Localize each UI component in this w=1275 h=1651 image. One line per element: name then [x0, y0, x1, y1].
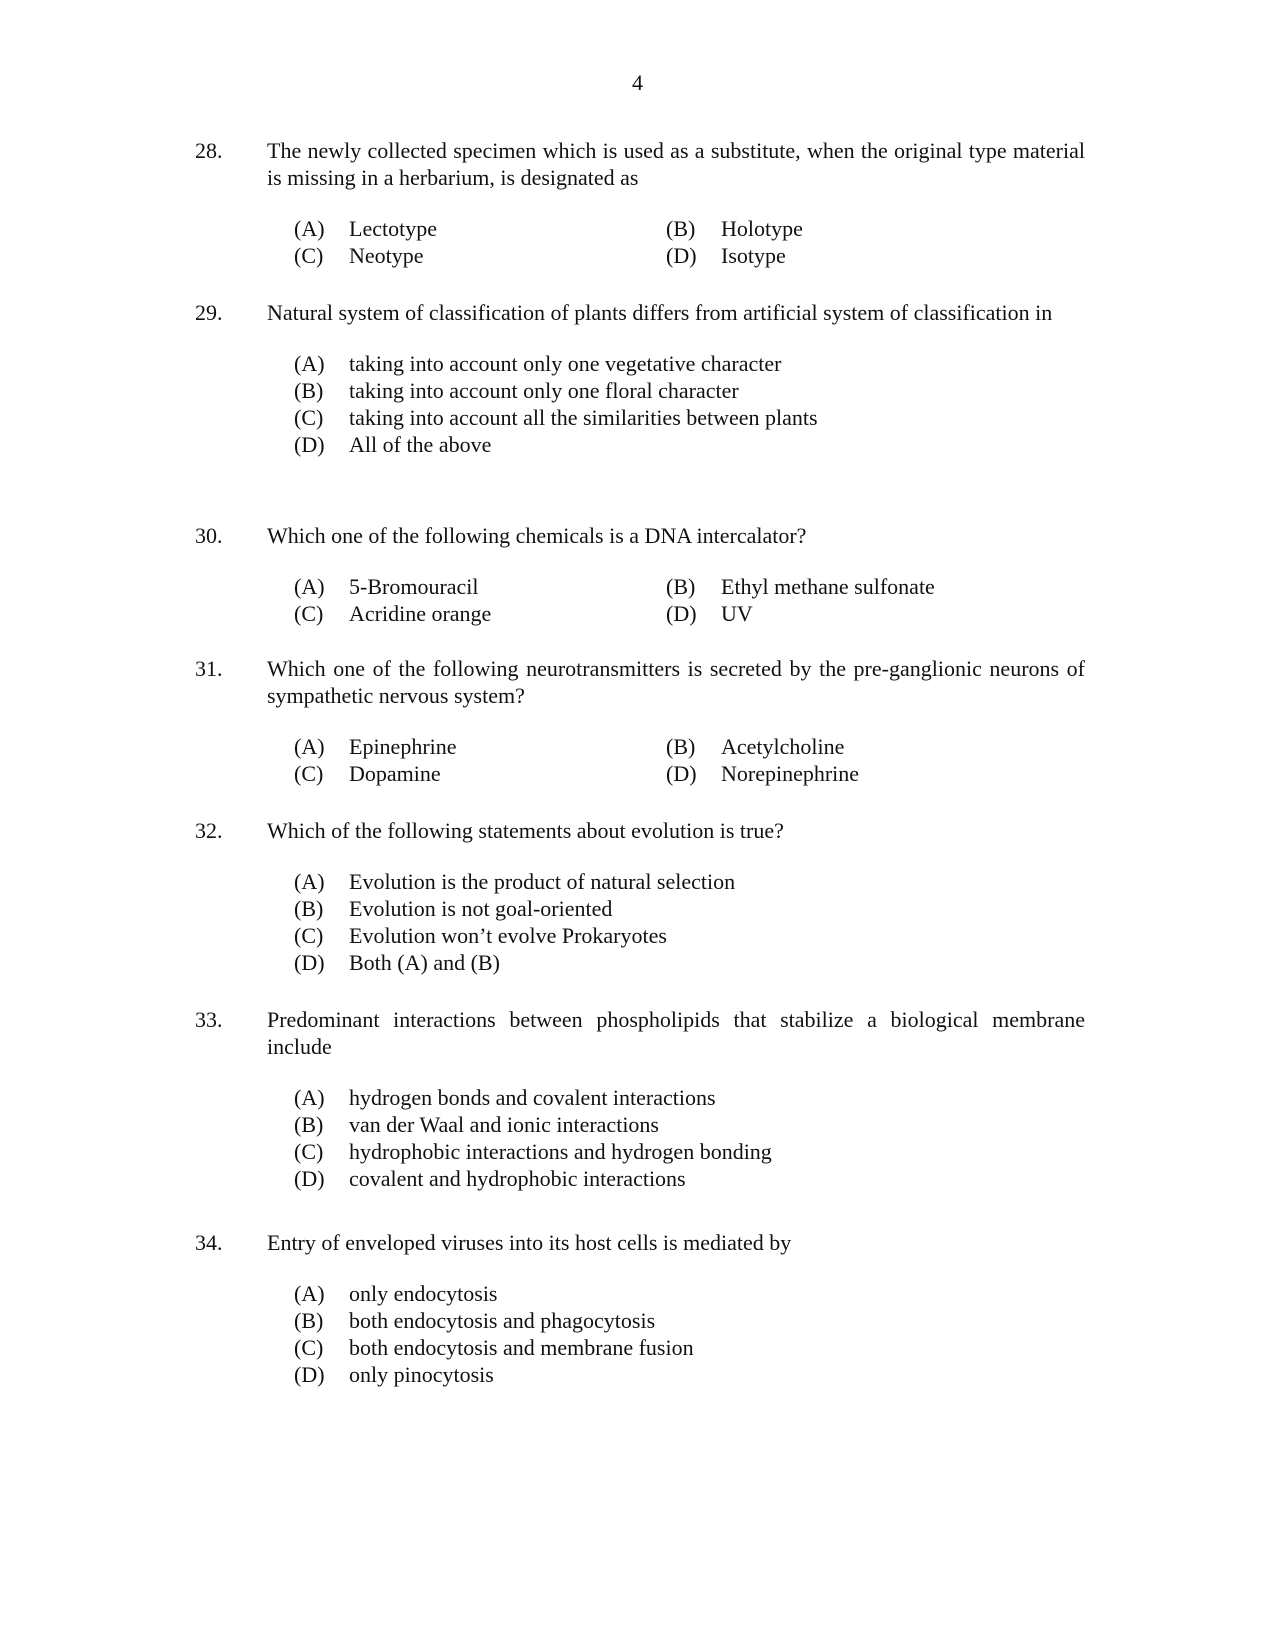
option-text: Lectotype [349, 216, 437, 241]
option-text: covalent and hydrophobic interactions [349, 1166, 686, 1191]
option-letter: (A) [294, 734, 325, 759]
option-d [294, 1361, 1085, 1388]
question-text: Which one of the following neurotransmitters is secreted by the pre-ganglionic neurons of sympathetic nervous system? [267, 656, 1085, 708]
question-number: 33. [195, 1007, 223, 1032]
question-number: 28. [195, 138, 223, 163]
option-text: van der Waal and ionic interactions [349, 1112, 659, 1137]
option-letter: (A) [294, 1085, 325, 1110]
option-text: hydrogen bonds and covalent interactions [349, 1085, 716, 1110]
option-b [666, 573, 935, 600]
option-d [666, 242, 786, 269]
option-text: Holotype [721, 216, 803, 241]
option-d [294, 949, 1085, 976]
option-text: 5-Bromouracil [349, 574, 479, 599]
option-d [666, 600, 753, 627]
question-32 [195, 817, 1085, 976]
option-text: Norepinephrine [721, 761, 860, 786]
option-letter: (C) [294, 243, 324, 268]
option-letter: (B) [294, 896, 324, 921]
option-a [294, 1084, 1085, 1111]
option-letter: (B) [666, 216, 696, 241]
option-letter: (D) [666, 243, 697, 268]
option-letter: (B) [666, 734, 696, 759]
question-29 [195, 299, 1085, 458]
option-c [294, 922, 1085, 949]
option-d [294, 1165, 1085, 1192]
option-text: Both (A) and (B) [349, 950, 500, 975]
option-letter: (D) [294, 950, 325, 975]
option-c [294, 760, 666, 787]
option-text: Neotype [349, 243, 424, 268]
options-list [294, 868, 1085, 976]
option-letter: (C) [294, 923, 324, 948]
option-letter: (C) [294, 405, 324, 430]
option-text: taking into account all the similarities between plants [349, 405, 818, 430]
option-b [294, 377, 1085, 404]
option-c [294, 1334, 1085, 1361]
question-text: Which of the following statements about evolution is true? [267, 818, 784, 843]
question-number: 29. [195, 300, 223, 325]
options-list [294, 1280, 1085, 1388]
option-text: hydrophobic interactions and hydrogen bonding [349, 1139, 772, 1164]
option-letter: (C) [294, 601, 324, 626]
options-list [294, 1084, 1085, 1192]
option-text: Dopamine [349, 761, 441, 786]
question-30 [195, 522, 1085, 627]
option-text: Isotype [721, 243, 786, 268]
question-number: 32. [195, 818, 223, 843]
options-grid [294, 733, 1085, 787]
option-letter: (A) [294, 1281, 325, 1306]
question-31 [195, 655, 1085, 787]
page-number: 4 [632, 70, 643, 95]
option-letter: (D) [294, 432, 325, 457]
option-text: All of the above [349, 432, 492, 457]
option-b [666, 215, 803, 242]
question-text: Entry of enveloped viruses into its host cells is mediated by [267, 1230, 792, 1255]
option-c [294, 404, 1085, 431]
option-letter: (B) [666, 574, 696, 599]
options-list [294, 350, 1085, 458]
option-b [294, 895, 1085, 922]
option-text: Evolution is not goal-oriented [349, 896, 613, 921]
option-text: Acetylcholine [721, 734, 845, 759]
option-a [294, 350, 1085, 377]
option-letter: (C) [294, 761, 324, 786]
question-text: The newly collected specimen which is used as a substitute, when the original type material is missing in a herbarium, is designated as [267, 138, 1085, 190]
option-letter: (A) [294, 216, 325, 241]
question-34 [195, 1229, 1085, 1388]
option-text: Epinephrine [349, 734, 457, 759]
question-number: 34. [195, 1230, 223, 1255]
option-text: both endocytosis and phagocytosis [349, 1308, 656, 1333]
options-grid [294, 215, 1085, 269]
option-text: Acridine orange [349, 601, 492, 626]
question-number: 30. [195, 523, 223, 548]
option-a [294, 733, 666, 760]
option-text: both endocytosis and membrane fusion [349, 1335, 694, 1360]
option-text: UV [721, 601, 753, 626]
question-number: 31. [195, 656, 223, 681]
option-letter: (C) [294, 1139, 324, 1164]
question-33 [195, 1006, 1085, 1192]
option-letter: (A) [294, 869, 325, 894]
option-letter: (D) [666, 601, 697, 626]
option-letter: (B) [294, 378, 324, 403]
option-c [294, 242, 666, 269]
option-b [294, 1307, 1085, 1334]
option-c [294, 600, 666, 627]
option-a [294, 573, 666, 600]
option-letter: (B) [294, 1308, 324, 1333]
option-d [294, 431, 1085, 458]
option-letter: (B) [294, 1112, 324, 1137]
option-letter: (D) [294, 1362, 325, 1387]
option-b [666, 733, 844, 760]
option-text: only pinocytosis [349, 1362, 494, 1387]
options-grid [294, 573, 1085, 627]
question-text: Predominant interactions between phospholipids that stabilize a biological membrane include [267, 1007, 1085, 1059]
option-c [294, 1138, 1085, 1165]
option-a [294, 1280, 1085, 1307]
question-28 [195, 137, 1085, 269]
option-letter: (D) [294, 1166, 325, 1191]
option-letter: (A) [294, 574, 325, 599]
option-text: Ethyl methane sulfonate [721, 574, 935, 599]
option-text: Evolution is the product of natural selection [349, 869, 736, 894]
option-letter: (C) [294, 1335, 324, 1360]
option-a [294, 215, 666, 242]
option-letter: (D) [666, 761, 697, 786]
question-text: Natural system of classification of plants differs from artificial system of classification in [267, 300, 1053, 325]
option-d [666, 760, 859, 787]
option-text: Evolution won’t evolve Prokaryotes [349, 923, 667, 948]
option-b [294, 1111, 1085, 1138]
option-text: only endocytosis [349, 1281, 498, 1306]
option-text: taking into account only one floral character [349, 378, 739, 403]
option-letter: (A) [294, 351, 325, 376]
question-text: Which one of the following chemicals is a DNA intercalator? [267, 523, 807, 548]
option-a [294, 868, 1085, 895]
option-text: taking into account only one vegetative character [349, 351, 782, 376]
